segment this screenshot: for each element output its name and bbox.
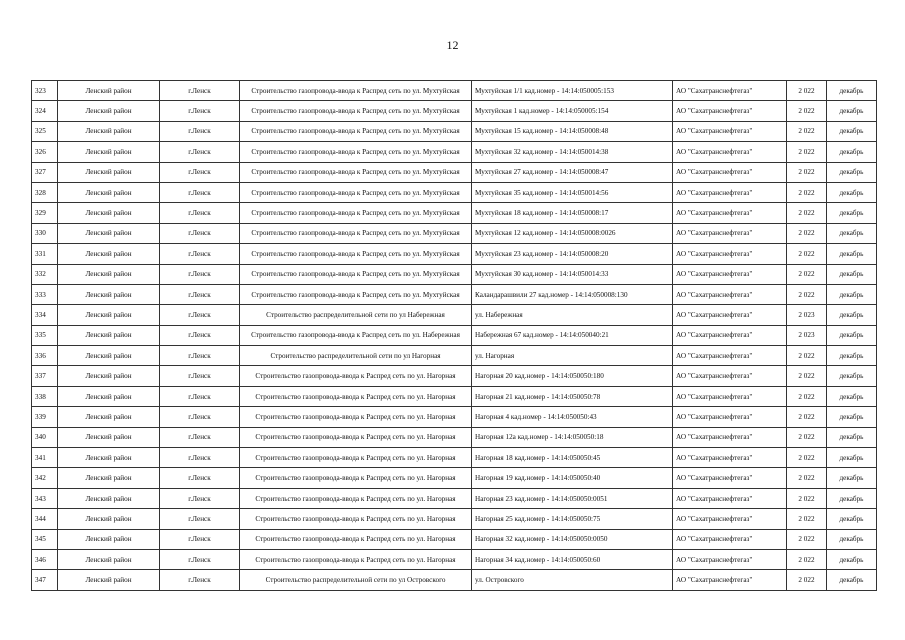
year-cell: 2 022 [787,264,827,284]
city-cell: г.Ленск [160,549,240,569]
address-cell: Мухтуйская 32 кад.номер - 14:14:050014:38 [472,142,673,162]
year-cell: 2 022 [787,386,827,406]
row-number-cell: 336 [32,346,58,366]
organization-cell: АО "Сахатранснефтегаз" [673,244,787,264]
table-row [32,427,877,447]
table-row [32,529,877,549]
work-description-cell: Строительство газопровода-ввода к Распред сеть по ул. Мухтуйская [240,203,472,223]
city-cell: г.Ленск [160,325,240,345]
organization-cell: АО "Сахатранснефтегаз" [673,509,787,529]
city-cell: г.Ленск [160,264,240,284]
organization-cell: АО "Сахатранснефтегаз" [673,448,787,468]
city-cell: г.Ленск [160,468,240,488]
address-cell: ул. Набережная [472,305,673,325]
work-description-cell: Строительство газопровода-ввода к Распред сеть по ул. Мухтуйская [240,121,472,141]
organization-cell: АО "Сахатранснефтегаз" [673,529,787,549]
row-number-cell: 325 [32,121,58,141]
address-cell: Мухтуйская 12 кад.номер - 14:14:050008:0026 [472,223,673,243]
work-description-cell: Строительство распределительной сети по ул Островского [240,570,472,590]
table-body [32,81,877,591]
table-row [32,366,877,386]
organization-cell: АО "Сахатранснефтегаз" [673,407,787,427]
city-cell: г.Ленск [160,305,240,325]
table-row [32,264,877,284]
month-cell: декабрь [827,427,877,447]
district-cell: Ленский район [58,325,160,345]
row-number-cell: 331 [32,244,58,264]
row-number-cell: 324 [32,101,58,121]
district-cell: Ленский район [58,81,160,101]
year-cell: 2 022 [787,203,827,223]
district-cell: Ленский район [58,427,160,447]
organization-cell: АО "Сахатранснефтегаз" [673,386,787,406]
month-cell: декабрь [827,101,877,121]
month-cell: декабрь [827,305,877,325]
page-number: 12 [446,38,459,52]
work-description-cell: Строительство газопровода-ввода к Распред сеть по ул. Нагорная [240,386,472,406]
district-cell: Ленский район [58,448,160,468]
row-number-cell: 332 [32,264,58,284]
district-cell: Ленский район [58,244,160,264]
district-cell: Ленский район [58,264,160,284]
address-cell: Нагорная 20 кад.номер - 14:14:050050:180 [472,366,673,386]
city-cell: г.Ленск [160,488,240,508]
row-number-cell: 339 [32,407,58,427]
row-number-cell: 342 [32,468,58,488]
month-cell: декабрь [827,448,877,468]
address-cell: Мухтуйская 18 кад.номер - 14:14:050008:17 [472,203,673,223]
organization-cell: АО "Сахатранснефтегаз" [673,325,787,345]
row-number-cell: 333 [32,284,58,304]
work-description-cell: Строительство газопровода-ввода к Распред сеть по ул. Нагорная [240,549,472,569]
work-description-cell: Строительство газопровода-ввода к Распред сеть по ул. Нагорная [240,488,472,508]
row-number-cell: 340 [32,427,58,447]
district-cell: Ленский район [58,346,160,366]
organization-cell: АО "Сахатранснефтегаз" [673,264,787,284]
address-cell: Нагорная 32 кад.номер - 14:14:050050:0050 [472,529,673,549]
table-row [32,203,877,223]
district-cell: Ленский район [58,162,160,182]
month-cell: декабрь [827,570,877,590]
work-description-cell: Строительство газопровода-ввода к Распред сеть по ул. Мухтуйская [240,244,472,264]
organization-cell: АО "Сахатранснефтегаз" [673,488,787,508]
address-cell: Мухтуйская 1 кад.номер - 14:14:050005:154 [472,101,673,121]
address-cell: Нагорная 21 кад.номер - 14:14:050050:78 [472,386,673,406]
year-cell: 2 022 [787,101,827,121]
table-row [32,509,877,529]
row-number-cell: 345 [32,529,58,549]
organization-cell: АО "Сахатранснефтегаз" [673,182,787,202]
district-cell: Ленский район [58,386,160,406]
city-cell: г.Ленск [160,203,240,223]
table-row [32,386,877,406]
district-cell: Ленский район [58,101,160,121]
month-cell: декабрь [827,182,877,202]
city-cell: г.Ленск [160,81,240,101]
row-number-cell: 335 [32,325,58,345]
city-cell: г.Ленск [160,284,240,304]
month-cell: декабрь [827,203,877,223]
address-cell: Мухтуйская 35 кад.номер - 14:14:050014:56 [472,182,673,202]
work-description-cell: Строительство газопровода-ввода к Распред сеть по ул. Мухтуйская [240,142,472,162]
month-cell: декабрь [827,325,877,345]
month-cell: декабрь [827,244,877,264]
address-cell: ул. Островского [472,570,673,590]
district-cell: Ленский район [58,305,160,325]
work-description-cell: Строительство газопровода-ввода к Распред сеть по ул. Нагорная [240,468,472,488]
year-cell: 2 022 [787,448,827,468]
month-cell: декабрь [827,529,877,549]
city-cell: г.Ленск [160,121,240,141]
year-cell: 2 022 [787,162,827,182]
year-cell: 2 022 [787,529,827,549]
year-cell: 2 022 [787,182,827,202]
month-cell: декабрь [827,121,877,141]
address-cell: Набережная 67 кад.номер - 14:14:050040:21 [472,325,673,345]
district-cell: Ленский район [58,509,160,529]
organization-cell: АО "Сахатранснефтегаз" [673,284,787,304]
work-description-cell: Строительство газопровода-ввода к Распред сеть по ул. Нагорная [240,366,472,386]
city-cell: г.Ленск [160,570,240,590]
work-description-cell: Строительство газопровода-ввода к Распред сеть по ул. Нагорная [240,509,472,529]
organization-cell: АО "Сахатранснефтегаз" [673,468,787,488]
month-cell: декабрь [827,162,877,182]
city-cell: г.Ленск [160,509,240,529]
year-cell: 2 022 [787,81,827,101]
organization-cell: АО "Сахатранснефтегаз" [673,162,787,182]
district-cell: Ленский район [58,366,160,386]
city-cell: г.Ленск [160,346,240,366]
work-description-cell: Строительство газопровода-ввода к Распред сеть по ул. Нагорная [240,529,472,549]
table-row [32,182,877,202]
work-description-cell: Строительство распределительной сети по ул Нагорная [240,346,472,366]
organization-cell: АО "Сахатранснефтегаз" [673,427,787,447]
address-cell: Каландарашвили 27 кад.номер - 14:14:050008:130 [472,284,673,304]
work-description-cell: Строительство газопровода-ввода к Распред сеть по ул. Мухтуйская [240,223,472,243]
row-number-cell: 327 [32,162,58,182]
district-cell: Ленский район [58,182,160,202]
city-cell: г.Ленск [160,448,240,468]
row-number-cell: 334 [32,305,58,325]
row-number-cell: 346 [32,549,58,569]
year-cell: 2 022 [787,223,827,243]
address-cell: Нагорная 34 кад.номер - 14:14:050050:60 [472,549,673,569]
address-cell: Нагорная 25 кад.номер - 14:14:050050:75 [472,509,673,529]
row-number-cell: 329 [32,203,58,223]
year-cell: 2 022 [787,121,827,141]
city-cell: г.Ленск [160,223,240,243]
row-number-cell: 338 [32,386,58,406]
month-cell: декабрь [827,549,877,569]
work-description-cell: Строительство газопровода-ввода к Распред сеть по ул. Набережная [240,325,472,345]
city-cell: г.Ленск [160,101,240,121]
work-description-cell: Строительство газопровода-ввода к Распред сеть по ул. Мухтуйская [240,101,472,121]
address-cell: Мухтуйская 15 кад.номер - 14:14:050008:48 [472,121,673,141]
month-cell: декабрь [827,81,877,101]
work-description-cell: Строительство газопровода-ввода к Распред сеть по ул. Нагорная [240,407,472,427]
year-cell: 2 022 [787,407,827,427]
address-cell: Нагорная 23 кад.номер - 14:14:050050:0051 [472,488,673,508]
row-number-cell: 323 [32,81,58,101]
organization-cell: АО "Сахатранснефтегаз" [673,81,787,101]
row-number-cell: 341 [32,448,58,468]
address-cell: ул. Нагорная [472,346,673,366]
district-cell: Ленский район [58,121,160,141]
table-row [32,549,877,569]
city-cell: г.Ленск [160,162,240,182]
district-cell: Ленский район [58,203,160,223]
row-number-cell: 347 [32,570,58,590]
work-description-cell: Строительство распределительной сети по ул Набережная [240,305,472,325]
year-cell: 2 023 [787,325,827,345]
year-cell: 2 022 [787,549,827,569]
city-cell: г.Ленск [160,244,240,264]
year-cell: 2 022 [787,570,827,590]
table-row [32,81,877,101]
district-cell: Ленский район [58,549,160,569]
row-number-cell: 344 [32,509,58,529]
work-description-cell: Строительство газопровода-ввода к Распред сеть по ул. Нагорная [240,448,472,468]
organization-cell: АО "Сахатранснефтегаз" [673,305,787,325]
row-number-cell: 328 [32,182,58,202]
address-cell: Мухтуйская 23 кад.номер - 14:14:050008:20 [472,244,673,264]
table-row [32,162,877,182]
address-cell: Нагорная 12а кад.номер - 14:14:050050:18 [472,427,673,447]
district-cell: Ленский район [58,529,160,549]
year-cell: 2 022 [787,366,827,386]
district-cell: Ленский район [58,142,160,162]
table-row [32,407,877,427]
city-cell: г.Ленск [160,427,240,447]
address-cell: Нагорная 18 кад.номер - 14:14:050050:45 [472,448,673,468]
city-cell: г.Ленск [160,529,240,549]
year-cell: 2 022 [787,509,827,529]
row-number-cell: 343 [32,488,58,508]
address-cell: Мухтуйская 1/1 кад.номер - 14:14:050005:153 [472,81,673,101]
year-cell: 2 023 [787,305,827,325]
table-row [32,305,877,325]
year-cell: 2 022 [787,427,827,447]
row-number-cell: 330 [32,223,58,243]
table-row [32,121,877,141]
row-number-cell: 326 [32,142,58,162]
table-row [32,284,877,304]
month-cell: декабрь [827,407,877,427]
year-cell: 2 022 [787,244,827,264]
month-cell: декабрь [827,346,877,366]
address-cell: Мухтуйская 27 кад.номер - 14:14:050008:47 [472,162,673,182]
work-description-cell: Строительство газопровода-ввода к Распред сеть по ул. Мухтуйская [240,182,472,202]
district-cell: Ленский район [58,468,160,488]
organization-cell: АО "Сахатранснефтегаз" [673,121,787,141]
table-row [32,142,877,162]
month-cell: декабрь [827,264,877,284]
table-row [32,448,877,468]
district-cell: Ленский район [58,570,160,590]
city-cell: г.Ленск [160,407,240,427]
district-cell: Ленский район [58,284,160,304]
work-description-cell: Строительство газопровода-ввода к Распред сеть по ул. Нагорная [240,427,472,447]
table-row [32,223,877,243]
organization-cell: АО "Сахатранснефтегаз" [673,142,787,162]
year-cell: 2 022 [787,284,827,304]
month-cell: декабрь [827,223,877,243]
table-row [32,101,877,121]
month-cell: декабрь [827,142,877,162]
organization-cell: АО "Сахатранснефтегаз" [673,570,787,590]
year-cell: 2 022 [787,468,827,488]
address-cell: Нагорная 4 кад.номер - 14:14:050050:43 [472,407,673,427]
work-description-cell: Строительство газопровода-ввода к Распред сеть по ул. Мухтуйская [240,264,472,284]
district-cell: Ленский район [58,223,160,243]
year-cell: 2 022 [787,346,827,366]
table-row [32,488,877,508]
month-cell: декабрь [827,468,877,488]
month-cell: декабрь [827,488,877,508]
month-cell: декабрь [827,509,877,529]
organization-cell: АО "Сахатранснефтегаз" [673,101,787,121]
organization-cell: АО "Сахатранснефтегаз" [673,346,787,366]
city-cell: г.Ленск [160,182,240,202]
work-description-cell: Строительство газопровода-ввода к Распред сеть по ул. Мухтуйская [240,162,472,182]
table-row [32,325,877,345]
row-number-cell: 337 [32,366,58,386]
district-cell: Ленский район [58,488,160,508]
organization-cell: АО "Сахатранснефтегаз" [673,223,787,243]
address-cell: Нагорная 19 кад.номер - 14:14:050050:40 [472,468,673,488]
city-cell: г.Ленск [160,142,240,162]
month-cell: декабрь [827,366,877,386]
work-description-cell: Строительство газопровода-ввода к Распред сеть по ул. Мухтуйская [240,81,472,101]
work-description-cell: Строительство газопровода-ввода к Распред сеть по ул. Мухтуйская [240,284,472,304]
year-cell: 2 022 [787,142,827,162]
city-cell: г.Ленск [160,386,240,406]
table-row [32,570,877,590]
table-row [32,244,877,264]
organization-cell: АО "Сахатранснефтегаз" [673,366,787,386]
district-cell: Ленский район [58,407,160,427]
month-cell: декабрь [827,284,877,304]
organization-cell: АО "Сахатранснефтегаз" [673,549,787,569]
address-cell: Мухтуйская 30 кад.номер - 14:14:050014:33 [472,264,673,284]
table-row [32,346,877,366]
month-cell: декабрь [827,386,877,406]
organization-cell: АО "Сахатранснефтегаз" [673,203,787,223]
year-cell: 2 022 [787,488,827,508]
gasification-schedule-table [31,80,877,591]
city-cell: г.Ленск [160,366,240,386]
table-row [32,468,877,488]
